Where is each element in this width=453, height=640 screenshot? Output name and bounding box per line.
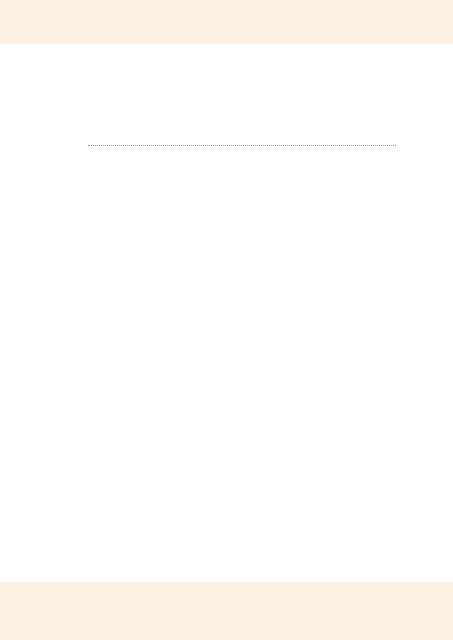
dot-leader [88, 145, 396, 146]
table-of-contents [54, 121, 414, 157]
bottom-decorative-band [0, 582, 453, 640]
chapter-heading[interactable] [54, 127, 414, 157]
flower-pattern [0, 582, 453, 640]
flower-pattern [0, 0, 453, 44]
top-decorative-band [0, 0, 453, 44]
chapter-number [54, 135, 87, 150]
